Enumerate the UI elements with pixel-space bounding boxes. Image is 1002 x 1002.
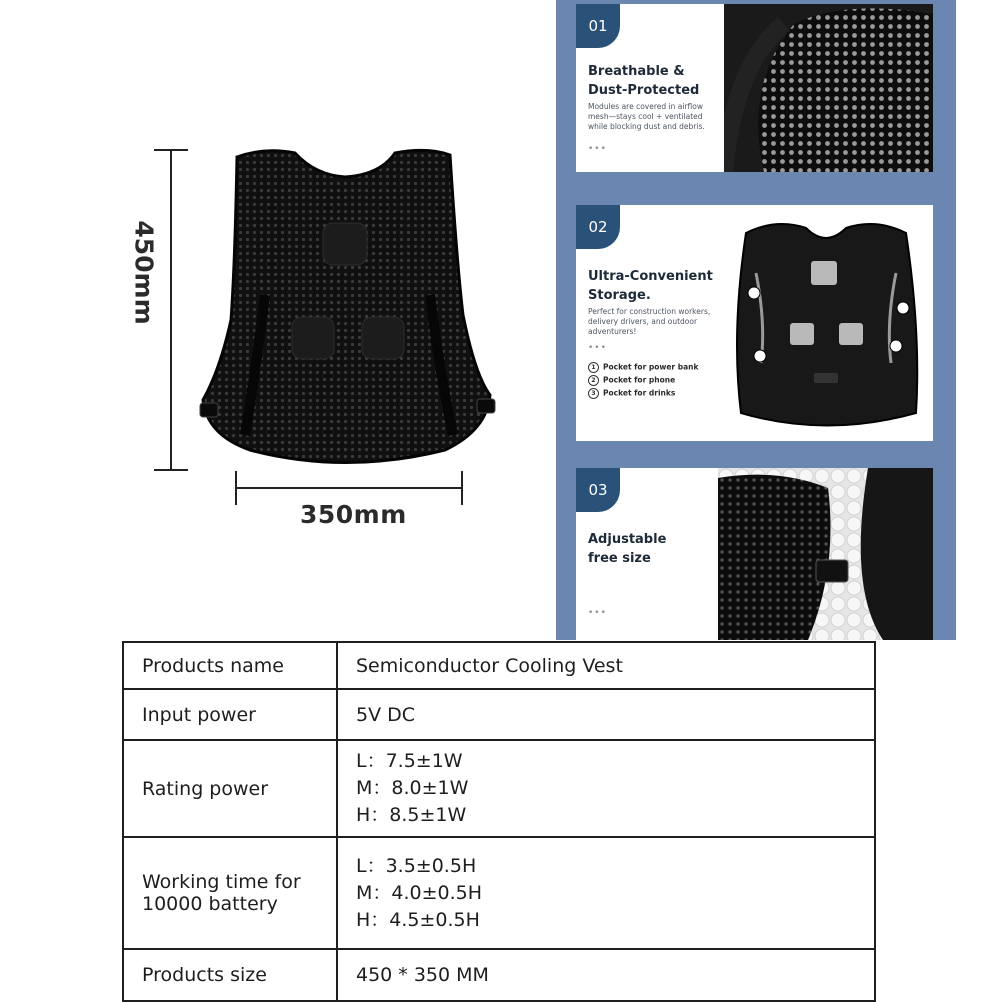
- table-row: [123, 740, 875, 837]
- feature-title: Adjustable free size: [588, 532, 667, 566]
- spec-value: [337, 837, 875, 949]
- spec-key: Products name: [123, 642, 337, 689]
- feature-number-badge: 02: [576, 205, 620, 249]
- spec-value: 5V DC: [337, 689, 875, 740]
- feature-number-badge: 03: [576, 468, 620, 512]
- buckle-left: [200, 403, 218, 417]
- feature-description: Perfect for construction workers, delivery drivers, and outdoor adventurers!: [588, 307, 711, 336]
- height-dimension-line: [170, 150, 172, 470]
- table-row: [123, 837, 875, 949]
- feature-number-badge: 01: [576, 4, 620, 48]
- spec-value-line: M：4.0±0.5H: [356, 881, 483, 904]
- legend-item-drinks: 3 Pocket for drinks: [588, 388, 675, 399]
- mesh-closeup-image: [724, 4, 933, 172]
- table-row: [123, 642, 875, 689]
- table-row: [123, 689, 875, 740]
- spec-key: Input power: [123, 689, 337, 740]
- cooling-vest-image: [195, 145, 500, 470]
- spec-key: Products size: [123, 949, 337, 1001]
- feature-description: Modules are covered in airflow mesh—stays cool + ventilated while blocking dust and debris.: [588, 102, 705, 131]
- spec-value: Semiconductor Cooling Vest: [337, 642, 875, 689]
- height-dimension-tick-top: [154, 149, 188, 151]
- spec-key: Working time for 10000 battery: [123, 837, 337, 949]
- specification-table: [122, 641, 876, 1002]
- cooling-module-left: [292, 317, 334, 359]
- spec-value: [337, 740, 875, 837]
- ellipsis-dots: •••: [588, 343, 607, 353]
- spec-value-line: L：3.5±0.5H: [356, 854, 477, 877]
- spec-key: Rating power: [123, 740, 337, 837]
- height-label: 450mm: [129, 220, 159, 325]
- buckle-closeup-image: [718, 468, 933, 640]
- buckle-right: [477, 399, 495, 413]
- feature-panel: [556, 0, 956, 640]
- height-dimension-tick-bottom: [154, 469, 188, 471]
- feature-card-breathable: [576, 4, 933, 172]
- spec-value-line: H：4.5±0.5H: [356, 908, 480, 931]
- ellipsis-dots: •••: [588, 144, 607, 154]
- ellipsis-dots: •••: [588, 608, 607, 618]
- width-dimension-tick-left: [235, 471, 237, 505]
- spec-value: 450 * 350 MM: [337, 949, 875, 1001]
- feature-title: Breathable & Dust-Protected: [588, 64, 700, 98]
- width-dimension-tick-right: [461, 471, 463, 505]
- legend-item-phone: 2 Pocket for phone: [588, 375, 675, 386]
- cooling-module-right: [362, 317, 404, 359]
- feature-card-storage: [576, 205, 933, 441]
- spec-value-line: M：8.0±1W: [356, 777, 469, 799]
- legend-item-power-bank: 1 Pocket for power bank: [588, 362, 699, 373]
- feature-card-adjustable: [576, 468, 933, 640]
- cooling-module-top: [323, 223, 367, 265]
- table-row: [123, 949, 875, 1001]
- spec-value-line: L：7.5±1W: [356, 750, 463, 772]
- feature-title: Ultra-Convenient Storage.: [588, 269, 713, 303]
- width-dimension-line: [236, 487, 462, 489]
- vest-pockets-image: [726, 213, 926, 441]
- width-label: 350mm: [300, 500, 407, 529]
- spec-value-line: H：8.5±1W: [356, 804, 467, 826]
